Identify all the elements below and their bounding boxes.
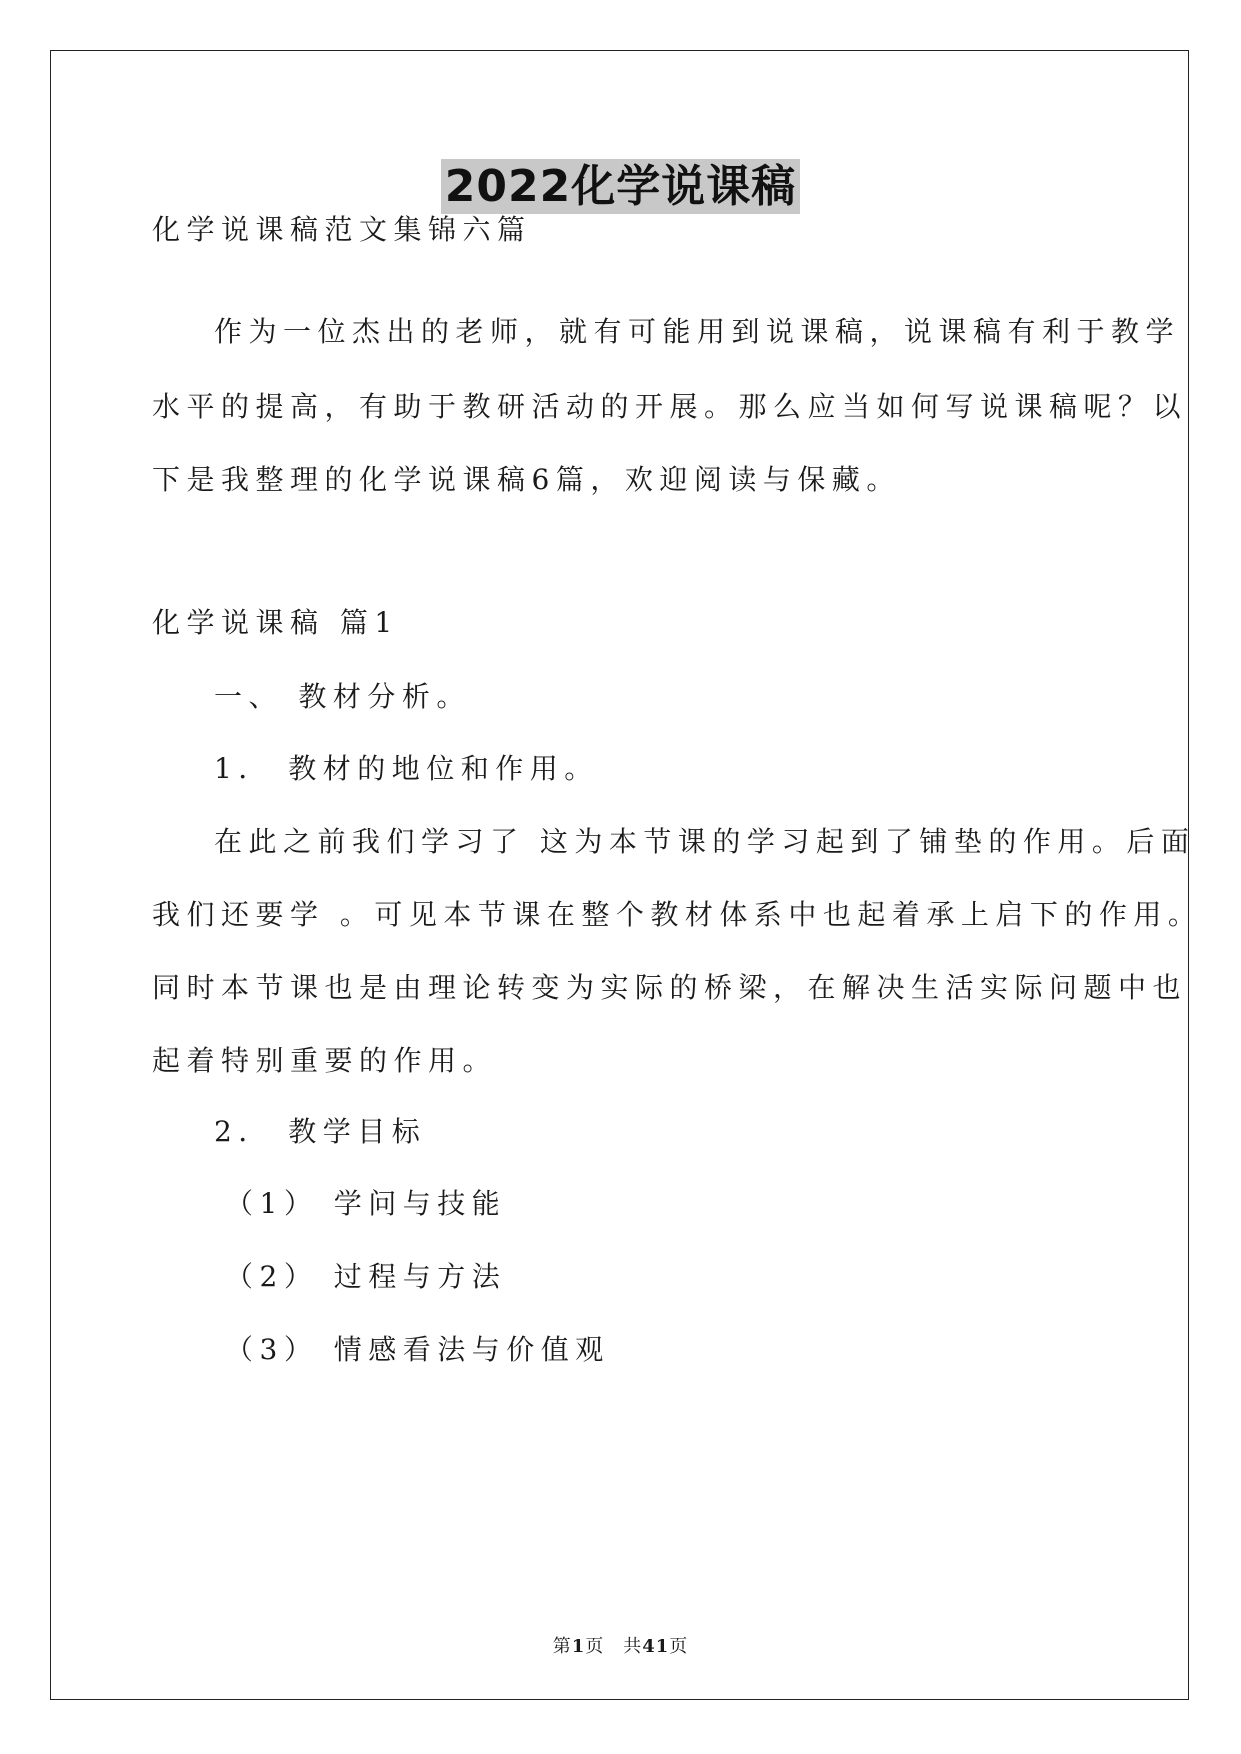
intro-line: 作为一位杰出的老师，就有可能用到说课稿，说课稿有利于教学 [214, 315, 1181, 348]
body-line: 同时本节课也是由理论转变为实际的桥梁，在解决生活实际问题中也 [152, 971, 1188, 1004]
document-title-wrap [0, 150, 1241, 214]
body-line: 我们还要学 。可见本节课在整个教材体系中也起着承上启下的作用。 [152, 898, 1203, 931]
footer-mid: 页 共 [585, 1636, 643, 1657]
footer-page-number: 1 [571, 1636, 586, 1657]
document-subtitle: 化学说课稿范文集锦六篇 [152, 213, 532, 246]
section-heading: 化学说课稿 篇1 [152, 606, 399, 639]
page-border [50, 50, 1189, 1700]
page-footer [0, 1632, 1241, 1658]
body-line: 起着特别重要的作用。 [152, 1044, 498, 1077]
outline-item: 一、 教材分析。 [214, 680, 471, 713]
footer-suffix: 页 [669, 1636, 689, 1657]
body-line: 在此之前我们学习了 这为本节课的学习起到了铺垫的作用。后面 [214, 825, 1196, 858]
document-title: 2022化学说课稿 [441, 159, 800, 214]
goal-item: （3） 情感看法与价值观 [225, 1333, 610, 1366]
outline-item: 1． 教材的地位和作用。 [214, 752, 599, 785]
intro-line: 下是我整理的化学说课稿6篇，欢迎阅读与保藏。 [152, 463, 901, 496]
intro-line: 水平的提高，有助于教研活动的开展。那么应当如何写说课稿呢？以 [152, 390, 1188, 423]
goal-item: （1） 学问与技能 [225, 1187, 507, 1220]
goal-item: （2） 过程与方法 [225, 1260, 507, 1293]
footer-prefix: 第 [552, 1636, 572, 1657]
outline-item: 2． 教学目标 [214, 1115, 427, 1148]
footer-total-pages: 41 [642, 1636, 670, 1657]
